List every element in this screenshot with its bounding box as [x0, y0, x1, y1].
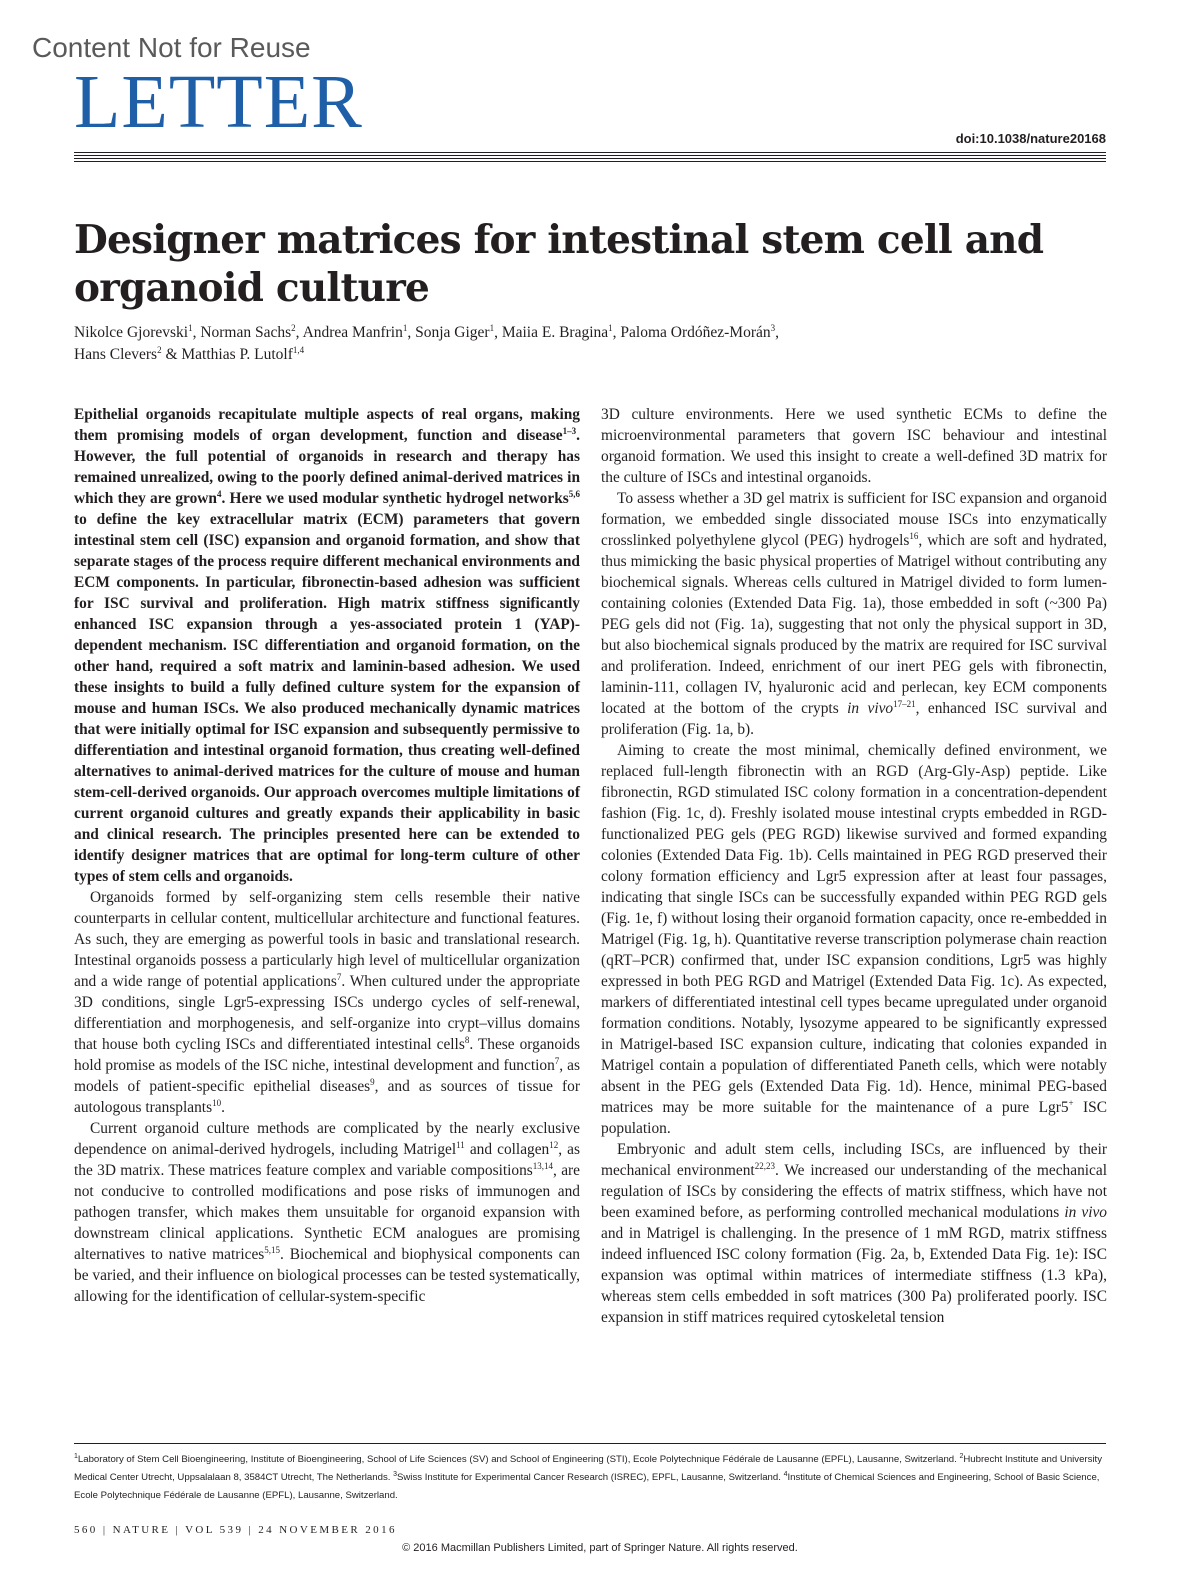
affiliation-marker: 1	[188, 322, 193, 333]
body-paragraph	[74, 887, 580, 1118]
header-rule	[74, 152, 1106, 153]
citation-superscript: 1–3	[562, 425, 577, 436]
citation-superscript: 5,6	[568, 488, 581, 499]
watermark: Content Not for Reuse	[32, 32, 311, 63]
running-foot: 560 | NATURE | VOL 539 | 24 NOVEMBER 2016	[74, 1524, 397, 1536]
text-run: . Biochemical and biophysical components can be varied, and their influence on biological processes can be tested systematically, allowing for the identification of cellular-system-specific	[74, 1246, 580, 1305]
text-run: and in Matrigel is challenging. In the presence of 1 mM RGD, matrix stiffness indeed influenced ISC colony formation (Fig. 2a, b, Extended Data Fig. 1e): ISC expansion was optimal within matrices of intermediate stiffness (1.3 kPa), whereas stem cells embedded in soft matrices (300 Pa) proliferated poorly. ISC expansion in stiff matrices required cytoskeletal tension	[601, 1225, 1107, 1326]
header-rule	[74, 158, 1106, 159]
text-run: . Here we used modular synthetic hydrogel networks	[221, 490, 569, 507]
author-name: Matthias P. Lutolf	[181, 346, 293, 363]
author-list	[74, 322, 1074, 366]
author-name: Sonja Giger	[415, 324, 490, 341]
text-run: . We increased our understanding of the mechanical regulation of ISCs by considering the effects of matrix stiffness, which have not been examined before, as performing controlled mechanical modulations	[601, 1162, 1107, 1221]
author-name: Andrea Manfrin	[302, 324, 403, 341]
citation-superscript: 9	[370, 1076, 375, 1087]
text-run: Aiming to create the most minimal, chemically defined environment, we replaced full-length fibronectin with an RGD (Arg-Gly-Asp) peptide. Like fibronectin, RGD stimulated ISC colony formation in a concentration-dependent fashion (Fig. 1c, d). Freshly isolated mouse intestinal crypts embedded in RGD-functionalized PEG gels (PEG RGD) likewise survived and formed expanding colonies (Extended Data Fig. 1b). Cells maintained in PEG RGD preserved their colony formation efficiency and Lgr5 expression after at least four passages, indicating that single ISCs can be successfully expanded within PEG RGD gels (Fig. 1e, f) without losing their organoid formation capacity, once re-embedded in Matrigel (Fig. 1g, h). Quantitative reverse transcription polymerase chain reaction (qRT–PCR) confirmed that, under ISC expansion conditions, Lgr5 was highly expressed in both PEG RGD and Matrigel (Extended Data Fig. 1c). As expected, markers of differentiated intestinal cell types became upregulated under organoid formation conditions. Notably, lysozyme appeared to be significantly expressed in Matrigel-based ISC expansion culture, indicating that colonies expanded in Matrigel contain a population of differentiated Paneth cells, which were notably absent in the PEG gels (Extended Data Fig. 1d). Hence, minimal PEG-based matrices may be more suitable for the maintenance of a pure Lgr5	[601, 742, 1107, 1116]
body-paragraph	[601, 1139, 1107, 1328]
citation-superscript: 7	[554, 1055, 560, 1066]
affiliation-text: Laboratory of Stem Cell Bioengineering, Institute of Bioengineering, School of Life Sciences (SV) and School of Engineering (STI), Ecole Polytechnique Fédérale de Lausanne (EPFL), Lausanne, Switzerland.	[77, 1454, 960, 1465]
text-run: , which are soft and hydrated, thus mimicking the basic physical properties of Matrigel without contributing any biochemical signals. Whereas cells cultured in Matrigel divided to form lumen-containing colonies (Extended Data Fig. 1a), those embedded in soft (~300 Pa) PEG gels did not (Fig. 1a), suggesting that not only the physical support in 3D, but also biochemical signals produced by the matrix are required for ISC survival and proliferation. Indeed, enrichment of our inert PEG gels with fibronectin, laminin-111, collagen IV, hyaluronic acid and perlecan, key ECM components located at the bottom of the crypts	[601, 532, 1107, 717]
affiliation-text: Hubrecht Institute and University Medical Center Utrecht, Uppsalalaan 8, 3584CT Utrecht, The Netherlands.	[74, 1454, 1103, 1483]
text-run: to define the key extracellular matrix (ECM) parameters that govern intestinal stem cell (ISC) expansion and organoid formation, and show that separate stages of the process require different mechanical environments and ECM components. In particular, fibronectin-based adhesion was sufficient for ISC survival and proliferation. High matrix stiffness significantly enhanced ISC expansion through a yes-associated protein 1 (YAP)-dependent mechanism. ISC differentiation and organoid formation, on the other hand, required a soft matrix and laminin-based adhesion. We used these insights to build a fully defined culture system for the expansion of mouse and human ISCs. We also produced mechanically dynamic matrices that were initially optimal for ISC expansion and subsequently permissive to differentiation and intestinal organoid formation, thus creating well-defined alternatives to animal-derived matrices for the culture of mouse and human stem-cell-derived organoids. Our approach overcomes multiple limitations of current organoid cultures and greatly expands their applicability in basic and clinical research. The principles presented here can be extended to identify designer matrices that are optimal for long-term culture of other types of stem cells and organoids.	[74, 511, 580, 885]
section-label: LETTER	[74, 60, 363, 144]
text-run: , and as sources of tissue for autologous transplants	[74, 1078, 580, 1116]
author-separator: ,	[407, 324, 416, 341]
affiliation-marker: 1	[402, 322, 408, 333]
affiliation-marker: 3	[770, 322, 776, 333]
text-run: .	[221, 1099, 225, 1116]
body-paragraph	[601, 404, 1107, 488]
author-name: Maiia E. Bragina	[501, 324, 609, 341]
text-run: Organoids formed by self-organizing stem cells resemble their native counterparts in cellular content, multicellular architecture and functional features. As such, they are emerging as powerful tools in basic and translational research. Intestinal organoids possess a particularly high level of multicellular organization and a wide range of potential applications	[74, 889, 580, 990]
text-run: . When cultured under the appropriate 3D conditions, single Lgr5-expressing ISCs undergo cycles of self-renewal, differentiation and morphogenesis, and self-organize into crypt–villus domains that house both cycling ISCs and differentiated intestinal cells	[74, 973, 580, 1053]
abstract-paragraph	[74, 404, 580, 887]
affiliation-text: Swiss Institute for Experimental Cancer Research (ISREC), EPFL, Lausanne, Switzerland.	[396, 1472, 784, 1483]
affiliation-text: Institute of Chemical Sciences and Engineering, School of Basic Science, Ecole Polytechnique Fédérale de Lausanne (EPFL), Lausanne, Switzerland.	[74, 1472, 1100, 1501]
text-run: . However, the full potential of organoids in research and therapy has remained unrealized, owing to the poorly defined animal-derived matrices in which they are grown	[74, 427, 580, 507]
author-separator: ,	[494, 324, 502, 341]
author-separator: ,	[192, 324, 201, 341]
author-name: Hans Clevers	[74, 346, 158, 363]
affiliation-marker: 2	[157, 344, 162, 355]
text-run: , enhanced ISC survival and proliferation (Fig. 1a, b).	[601, 700, 1108, 738]
body-paragraph	[601, 740, 1107, 1139]
author-separator: &	[161, 346, 182, 363]
citation-superscript: 11	[456, 1139, 465, 1150]
citation-superscript: 5,15	[264, 1244, 281, 1255]
text-run: , as models of patient-specific epithelial diseases	[74, 1057, 580, 1095]
citation-superscript: 10	[212, 1097, 222, 1108]
author-separator: ,	[295, 324, 303, 341]
left-column	[74, 404, 580, 1307]
text-run: To assess whether a 3D gel matrix is sufficient for ISC expansion and organoid formation, we embedded single dissociated mouse ISCs into enzymatically crosslinked polyethylene glycol (PEG) hydrogels	[601, 490, 1107, 549]
citation-superscript: 17–21	[893, 698, 916, 709]
citation-superscript: 8	[464, 1034, 470, 1045]
affiliation-marker: 2	[291, 322, 296, 333]
citation-superscript: 16	[909, 530, 919, 541]
citation-superscript: 7	[336, 971, 342, 982]
author-separator: ,	[775, 324, 779, 341]
author-name: Paloma Ordóñez-Morán	[620, 324, 771, 341]
footnote-rule	[74, 1443, 1106, 1444]
author-name: Nikolce Gjorevski	[74, 324, 189, 341]
text-run: , are not conducive to controlled modifications and pose risks of immunogen and pathogen transfer, which makes them unsuitable for organoid expansion with downstream clinical applications. Synthetic ECM analogues are promising alternatives to native matrices	[74, 1162, 580, 1263]
doi-link[interactable]: doi:10.1038/nature20168	[955, 131, 1106, 146]
affiliations	[74, 1451, 1106, 1505]
italic-run: in vivo	[1064, 1204, 1107, 1221]
citation-superscript: 13,14	[532, 1160, 554, 1171]
header-rule	[74, 155, 1106, 156]
text-run: and collagen	[464, 1141, 550, 1158]
affiliation-marker: 1,4	[292, 344, 305, 355]
affiliation-marker: 1	[608, 322, 613, 333]
text-run: Current organoid culture methods are complicated by the nearly exclusive dependence on animal-derived hydrogels, including Matrigel	[74, 1120, 580, 1158]
author-name: Norman Sachs	[200, 324, 292, 341]
author-separator: ,	[612, 324, 621, 341]
copyright-notice: © 2016 Macmillan Publishers Limited, part of Springer Nature. All rights reserved.	[402, 1542, 798, 1554]
body-paragraph	[74, 1118, 580, 1307]
affiliation-number: 3	[393, 1470, 397, 1478]
affiliation-marker: 1	[489, 322, 495, 333]
citation-superscript: 22,23	[754, 1160, 775, 1171]
article-title: Designer matrices for intestinal stem cell and organoid culture	[74, 217, 1044, 311]
affiliation-number: 2	[959, 1452, 964, 1460]
text-run: 3D culture environments. Here we used synthetic ECMs to define the microenvironmental parameters that govern ISC behaviour and intestinal organoid formation. We used this insight to create a well-defined 3D matrix for the culture of ISCs and intestinal organoids.	[601, 406, 1107, 486]
right-column	[601, 404, 1107, 1328]
affiliation-number: 1	[74, 1452, 78, 1460]
citation-superscript: +	[1068, 1097, 1074, 1108]
header-rule	[74, 161, 1106, 162]
body-paragraph	[601, 488, 1107, 740]
text-run: Epithelial organoids recapitulate multiple aspects of real organs, making them promising models of organ development, function and disease	[74, 406, 580, 444]
citation-superscript: 12	[549, 1139, 559, 1150]
citation-superscript: 4	[216, 488, 222, 499]
text-run: . These organoids hold promise as models of the ISC niche, intestinal development and function	[74, 1036, 581, 1074]
text-run: ISC population.	[601, 1099, 1107, 1137]
text-run: , as the 3D matrix. These matrices feature complex and variable compositions	[74, 1141, 580, 1179]
italic-run: in vivo	[847, 700, 894, 717]
affiliation-number: 4	[783, 1470, 788, 1478]
text-run: Embryonic and adult stem cells, including ISCs, are influenced by their mechanical environment	[601, 1141, 1107, 1179]
